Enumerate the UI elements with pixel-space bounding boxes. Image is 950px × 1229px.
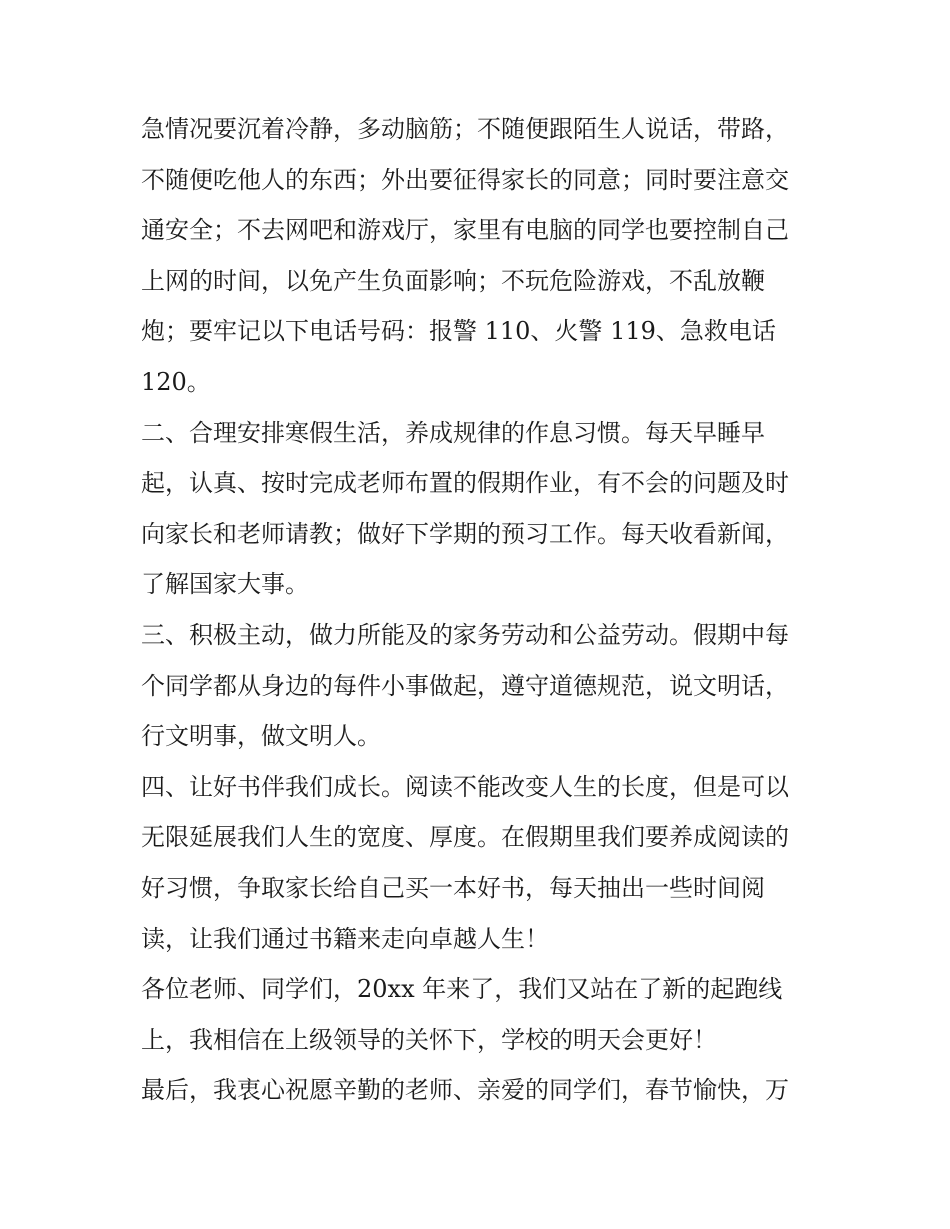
text-line: 急情况要沉着冷静，多动脑筋；不随便跟陌生人说话，带路， bbox=[141, 115, 789, 143]
text-line: 二、合理安排寒假生活，养成规律的作息习惯。每天早睡早 bbox=[141, 418, 765, 447]
text-line: 炮；要牢记以下电话号码：报警 110、火警 119、急救电话 bbox=[141, 317, 776, 346]
text-line: 各位老师、同学们，20xx 年来了，我们又站在了新的起跑线 bbox=[141, 975, 783, 1004]
text-line: 读，让我们通过书籍来走向卓越人生！ bbox=[141, 924, 549, 953]
text-line: 无限延展我们人生的宽度、厚度。在假期里我们要养成阅读的 bbox=[141, 823, 789, 852]
text-line: 通安全；不去网吧和游戏厅，家里有电脑的同学也要控制自己 bbox=[141, 216, 789, 245]
text-line: 上，我相信在上级领导的关怀下，学校的明天会更好！ bbox=[141, 1025, 717, 1054]
text-line: 120。 bbox=[141, 367, 211, 396]
text-line: 最后，我衷心祝愿辛勤的老师、亲爱的同学们，春节愉快，万 bbox=[141, 1076, 789, 1105]
text-line: 个同学都从身边的每件小事做起，遵守道德规范，说文明话， bbox=[141, 671, 789, 700]
text-line: 向家长和老师请教；做好下学期的预习工作。每天收看新闻， bbox=[141, 519, 789, 548]
text-line: 上网的时间，以免产生负面影响；不玩危险游戏，不乱放鞭 bbox=[141, 266, 765, 295]
text-line: 行文明事，做文明人。 bbox=[141, 722, 381, 751]
text-line: 不随便吃他人的东西；外出要征得家长的同意；同时要注意交 bbox=[141, 165, 789, 194]
document-body bbox=[141, 104, 821, 1116]
text-line: 起，认真、按时完成老师布置的假期作业，有不会的问题及时 bbox=[141, 469, 789, 498]
text-line: 好习惯，争取家长给自己买一本好书，每天抽出一些时间阅 bbox=[141, 873, 765, 902]
text-line: 四、让好书伴我们成长。阅读不能改变人生的长度，但是可以 bbox=[141, 772, 789, 801]
text-line: 三、积极主动，做力所能及的家务劳动和公益劳动。假期中每 bbox=[141, 620, 789, 649]
text-line: 了解国家大事。 bbox=[141, 570, 309, 599]
